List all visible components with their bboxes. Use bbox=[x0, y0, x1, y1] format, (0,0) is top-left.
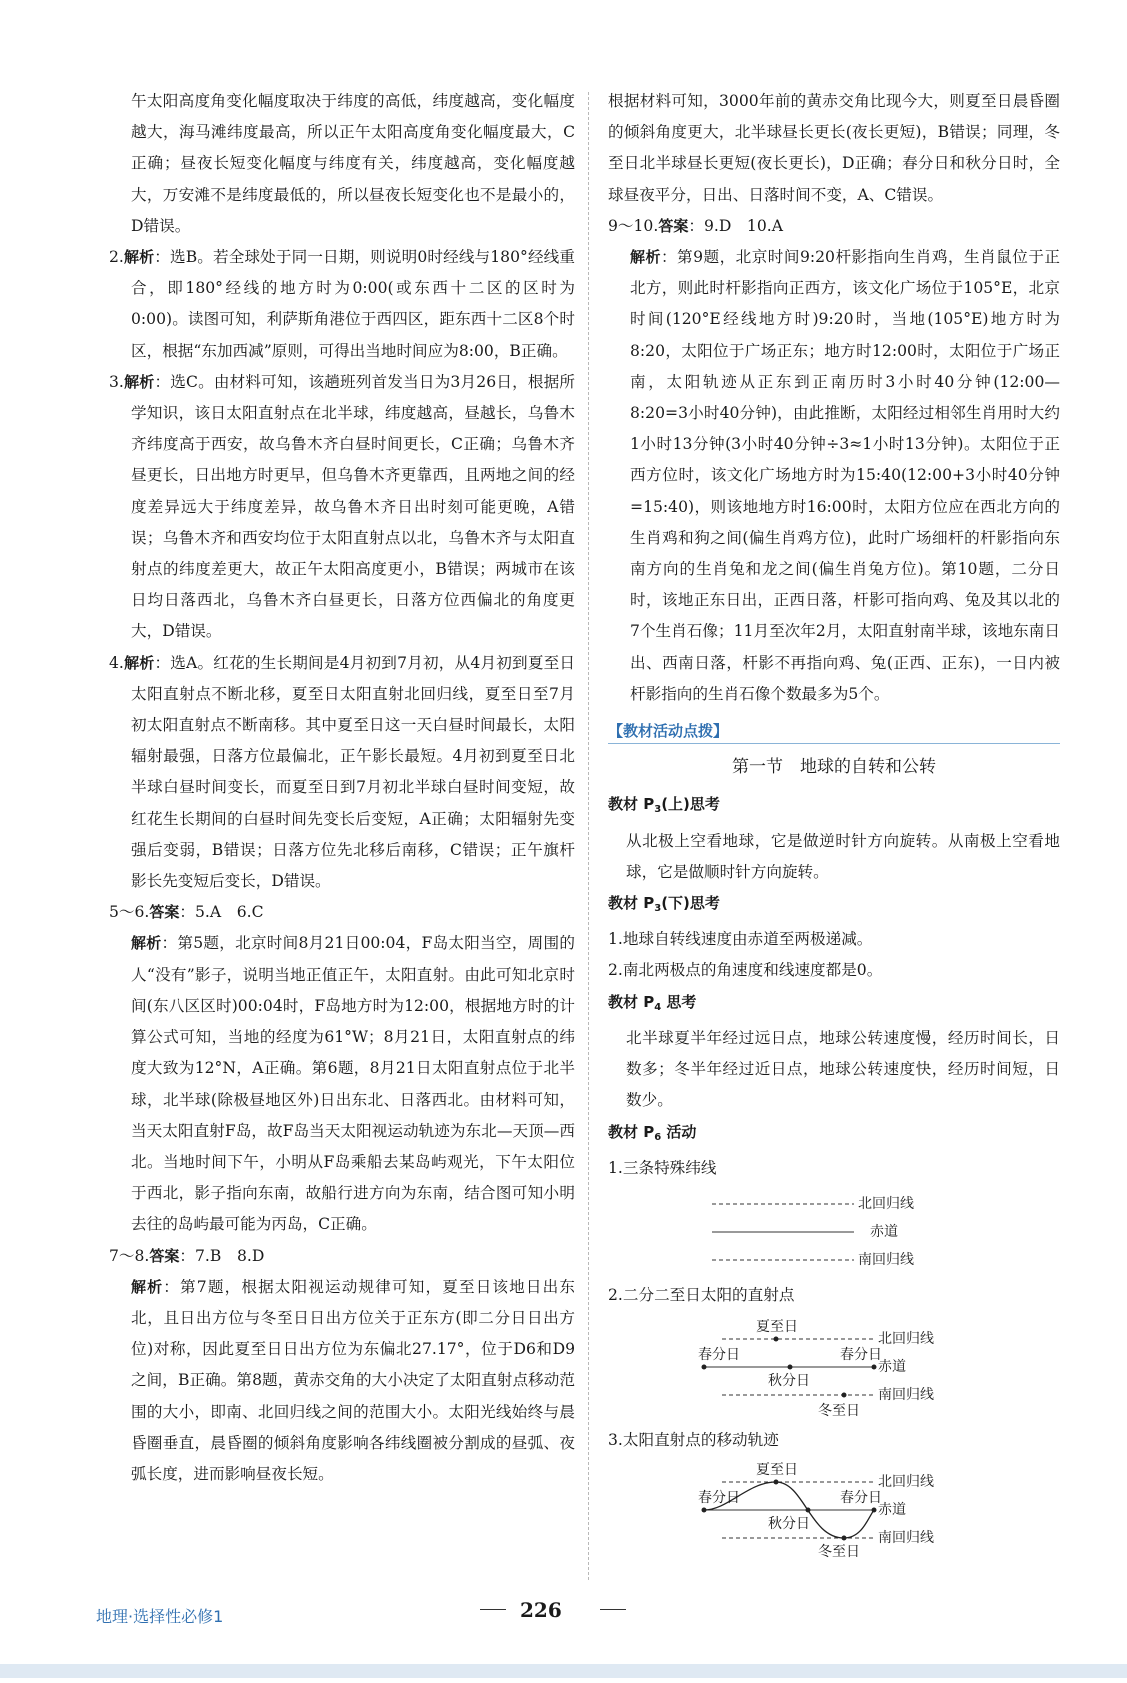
summer-label: 夏至日 bbox=[756, 1462, 798, 1479]
spring-point-left bbox=[702, 1365, 707, 1370]
analysis-label: 解析 bbox=[630, 248, 661, 267]
item-text: ：5.A 6.C bbox=[179, 903, 264, 922]
south-tropic-label: 南回归线 bbox=[858, 1251, 914, 1268]
analysis-text: ：第7题，根据太阳视运动规律可知，夏至日该地日出东北，且日出方位与冬至日日出方位关于正东方(即二分日日出方位)对称，因此夏至日日出方位为东偏北27.17°，位于D6和D9之间，B正确。第8题，黄赤交角的大小决定了太阳直射点移动范围的大小，即南、北回归线之间的范围大小。太阳光线始终与晨昏圈垂直，晨昏圈的倾斜角度影响各纬线圈被分割成的昼弧、夜弧长度，进而影响昼夜长短。 bbox=[131, 1277, 575, 1483]
winter-point bbox=[842, 1393, 847, 1398]
column-divider bbox=[588, 92, 589, 1580]
equator-label: 赤道 bbox=[878, 1502, 906, 1519]
answer-text: ：9.D 10.A bbox=[688, 216, 783, 235]
textbook-ref-3: 教材 $P_4$ 思考 bbox=[608, 992, 697, 1013]
item-text: ：选A。红花的生长期间是4月初到7月初，从4月初到夏至日太阳直射点不断北移，夏至日太阳直射北回归线，夏至日至7月初太阳直射点不断南移。其中夏至日这一天白昼时间最长，太阳辐射最强，日落方位最偏北，正午影长最短。4月初到夏至日北半球白昼时间变长，而夏至日到7月初北半球白昼时间变短，故红花生长期间的白昼时间先变长后变短，A正确；太阳辐射先变强后变弱，B错误；日落方位先北移后南移，C错误；正午旗杆影长先变短后变长，D错误。 bbox=[131, 653, 575, 891]
north-tropic-label: 北回归线 bbox=[878, 1474, 934, 1491]
footer-dash-left bbox=[480, 1609, 506, 1610]
north-tropic-label: 北回归线 bbox=[878, 1331, 934, 1348]
north-tropic-label: 北回归线 bbox=[858, 1195, 914, 1212]
autumn-label: 秋分日 bbox=[768, 1373, 810, 1390]
analysis-9-10 bbox=[608, 242, 1060, 710]
item-text: ：选B。若全球处于同一日期，则说明0时经线与180°经线重合，即180°经线的地方时为0:00(或东西十二区的区时为0:00)。读图可知，利萨斯角港位于西四区，距东西十二区8个时区，根据“东加西减”原则，可得出当地时间应为8:00，B正确。 bbox=[131, 248, 575, 360]
textbook-ref-2: 教材 $P_3$(下)思考 bbox=[608, 894, 720, 915]
autumn-label: 秋分日 bbox=[768, 1516, 810, 1533]
equator-label: 赤道 bbox=[878, 1359, 906, 1376]
section-title: 第一节 地球的自转和公转 bbox=[732, 757, 936, 778]
south-tropic-label: 南回归线 bbox=[878, 1387, 934, 1404]
question-number: 7～8. bbox=[109, 1246, 150, 1265]
analysis-block bbox=[109, 1272, 575, 1490]
answer-9-10 bbox=[608, 211, 1060, 242]
diagram-solstice-equinox bbox=[608, 1315, 1060, 1421]
diagram-sun-track bbox=[608, 1460, 1060, 1560]
question-number: 3. bbox=[109, 372, 124, 391]
textbook-answer-1: 从北极上空看地球，它是做逆时针方向旋转。从南极上空看地球，它是做顺时针方向旋转。 bbox=[626, 831, 1060, 881]
question-number: 5～6. bbox=[109, 903, 150, 922]
answer-label: 答案 bbox=[149, 1246, 180, 1265]
analysis-continuation: 午太阳高度角变化幅度取决于纬度的高低，纬度越高，变化幅度越大，海马滩纬度最高，所以正午太阳高度角变化幅度最大，C正确；昼夜长短变化幅度与纬度有关，纬度越高，变化幅度越大，万安滩不是纬度最低的，所以昼夜长短变化也不是最小的，D错误。 bbox=[131, 92, 575, 235]
footer-dash-right bbox=[600, 1609, 626, 1610]
analysis-label: 解析 bbox=[131, 1277, 164, 1296]
answer-label: 答案 bbox=[149, 903, 180, 922]
spring-label-left: 春分日 bbox=[698, 1490, 740, 1507]
textbook-item-1: 1.地球自转线速度由赤道至两极递减。 bbox=[608, 930, 873, 949]
textbook-ref-4: 教材 $P_6$ 活动 bbox=[608, 1122, 697, 1143]
question-number: 2. bbox=[109, 248, 124, 267]
analysis-label: 解析 bbox=[131, 934, 162, 953]
diagram-3-title: 3.太阳直射点的移动轨迹 bbox=[608, 1431, 779, 1450]
right-column bbox=[608, 86, 1060, 1564]
diagram-2-title: 2.二分二至日太阳的直射点 bbox=[608, 1285, 795, 1304]
textbook-item-2: 2.南北两极点的角速度和线速度都是0。 bbox=[608, 961, 883, 980]
spring-label-left: 春分日 bbox=[698, 1347, 740, 1364]
analysis-block bbox=[109, 928, 575, 1240]
analysis-text: ：第9题，北京时间9:20杆影指向生肖鸡，生肖鼠位于正北方，则此时杆影指向正西方，该文化广场位于105°E，北京时间(120°E经线地方时)9:20时，当地(105°E)地方时为8:20，太阳位于广场正东；地方时12:00时，太阳位于广场正南，太阳轨迹从正东到正南历时3小时40分钟(12:00—8:20=3小时40分钟)，由此推断，太阳经过相邻生肖用时大约1小时13分钟(3小时40分钟÷3≈1小时13分钟)。太阳位于正西方位时，该文化广场地方时为15:40(12:00+3小时40分钟=15:40)，则该地地方时16:00时，太阳方位应在西北方向的生肖鸡和狗之间(偏生肖鸡方位)，此时广场细杆的杆影指向东南方向的生肖兔和龙之间(偏生肖兔方位)。第10题，二分日时，该地正东日出，正西日落，杆影可指向鸡、兔及其以北的7个生肖石像；11月至次年2月，太阳直射南半球，该地东南日出、西南日落，杆影不再指向鸡、兔(正西、正东)，一日内被杆影指向的生肖石像个数最多为5个。 bbox=[630, 248, 1060, 703]
analysis-item bbox=[109, 242, 575, 367]
analysis-text: ：第5题，北京时间8月21日00:04，F岛太阳当空，周围的人“没有”影子，说明当地正值正午，太阳直射。由此可知北京时间(东八区区时)00:04时，F岛地方时为12:00，根据地方时的计算公式可知，当地的经度为61°W；8月21日，太阳直射点的纬度大致为12°N，A正确。第6题，8月21日太阳直射点位于北半球，北半球(除极昼地区外)日出东北、日落西北。由材料可知，当天太阳直射F岛，故F岛当天太阳视运动轨迹为东北—天顶—西北。当地时间下午，小明从F岛乘船去某岛屿观光，下午太阳位于西北，影子指向东南，故船行进方向为东南，结合图可知小明去往的岛屿最可能为丙岛，C正确。 bbox=[131, 934, 575, 1234]
spring-point-right bbox=[872, 1365, 877, 1370]
question-number: 4. bbox=[109, 653, 124, 672]
summer-point bbox=[774, 1337, 779, 1342]
winter-label: 冬至日 bbox=[818, 1544, 860, 1561]
textbook-answer-3: 北半球夏半年经过远日点，地球公转速度慢，经历时间长，日数多；冬半年经过近日点，地球公转速度快，经历时间短，日数少。 bbox=[626, 1028, 1060, 1110]
analysis-label: 解析 bbox=[123, 248, 155, 267]
diagram-three-latitudes bbox=[608, 1188, 1060, 1276]
footer-subject: 地理·选择性必修1 bbox=[96, 1607, 224, 1626]
diagram-1-title: 1.三条特殊纬线 bbox=[608, 1158, 717, 1177]
analysis-item bbox=[109, 648, 575, 898]
answer-label: 答案 bbox=[658, 216, 689, 235]
page-number: 226 bbox=[520, 1598, 562, 1622]
question-number: 9～10. bbox=[608, 216, 659, 235]
item-text: ：7.B 8.D bbox=[179, 1246, 265, 1265]
spring-label-right: 春分日 bbox=[840, 1347, 882, 1364]
analysis-label: 解析 bbox=[123, 372, 155, 391]
equator-label: 赤道 bbox=[870, 1223, 898, 1240]
winter-label: 冬至日 bbox=[818, 1403, 860, 1420]
south-tropic-label: 南回归线 bbox=[878, 1530, 934, 1547]
left-column bbox=[109, 86, 575, 1490]
footer-band bbox=[0, 1664, 1127, 1678]
analysis-label: 解析 bbox=[123, 653, 155, 672]
analysis-continuation: 根据材料可知，3000年前的黄赤交角比现今大，则夏至日晨昏圈的倾斜角度更大，北半球昼长更长(夜长更短)，B错误；同理，冬至日北半球昼长更短(夜长更长)，D正确；春分日和秋分日时，全球昼夜平分，日出、日落时间不变，A、C错误。 bbox=[608, 92, 1060, 204]
textbook-ref-1: 教材 $P_3$(上)思考 bbox=[608, 795, 720, 816]
summer-label: 夏至日 bbox=[756, 1319, 798, 1336]
spring-label-right: 春分日 bbox=[840, 1490, 882, 1507]
answer-item bbox=[109, 897, 575, 928]
latitude-lines-svg bbox=[608, 1188, 1060, 1276]
section-tag: 【教材活动点拨】 bbox=[608, 722, 729, 741]
analysis-item bbox=[109, 367, 575, 648]
item-text: ：选C。由材料可知，该趟班列首发当日为3月26日，根据所学知识，该日太阳直射点在北半球，纬度越高，昼越长，乌鲁木齐纬度高于西安，故乌鲁木齐白昼时间更长，C正确；乌鲁木齐昼更长，日出地方时更早，但乌鲁木齐更靠西，且两地之间的经度差异远大于纬度差异，故乌鲁木齐日出时刻可能更晚，A错误；乌鲁木齐和西安均位于太阳直射点以北，乌鲁木齐与太阳直射点的纬度差更大，故正午太阳高度更小，B错误；两城市在该日均日落西北，乌鲁木齐白昼更长，日落方位西偏北的角度更大，D错误。 bbox=[131, 372, 575, 641]
answer-item bbox=[109, 1241, 575, 1272]
autumn-point bbox=[788, 1365, 793, 1370]
